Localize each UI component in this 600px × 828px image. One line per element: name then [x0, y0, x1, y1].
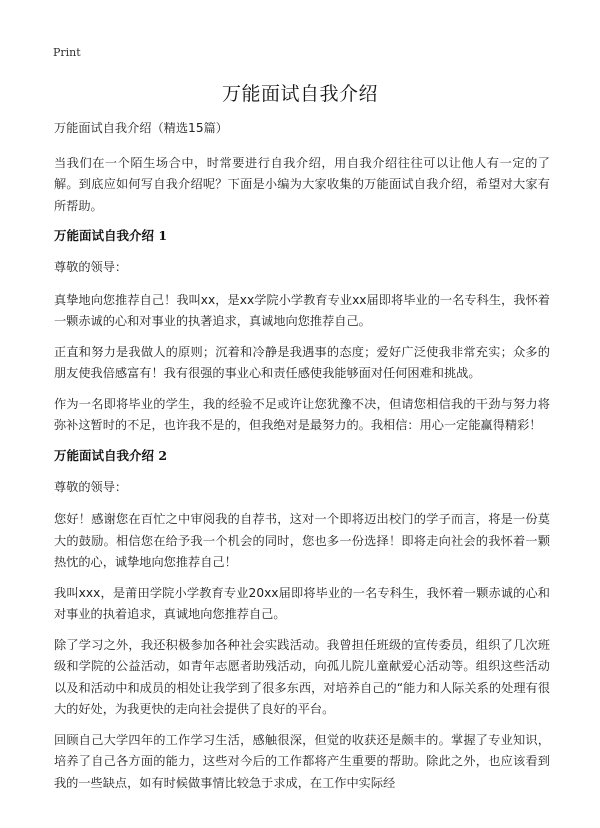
print-link[interactable]: Print: [53, 46, 81, 59]
body-paragraph: 正直和努力是我做人的原则；沉着和冷静是我遇事的态度；爱好广泛使我非常充实；众多的朋友使我倍感富有！我有很强的事业心和责任感使我能够面对任何困难和挑战。: [54, 344, 550, 380]
section-heading: 万能面试自我介绍 2: [54, 447, 168, 463]
body-paragraph: 回顾自己大学四年的工作学习生活，感触很深，但觉的收获还是颇丰的。掌握了专业知识，培养了自己各方面的能力，这些对今后的工作都将产生重要的帮助。除此之外，也应该看到我的一些缺点，如有时候做事情比较急于求成，在工作中实际经: [54, 732, 550, 790]
intro-paragraph: 当我们在一个陌生场合中，时常要进行自我介绍，用自我介绍往往可以让他人有一定的了解。到底应如何写自我介绍呢？下面是小编为大家收集的万能面试自我介绍，希望对大家有所帮助。: [54, 155, 550, 213]
article-subtitle: 万能面试自我介绍（精选15篇）: [54, 121, 228, 135]
body-paragraph: 作为一名即将毕业的学生，我的经验不足或许让您犹豫不决，但请您相信我的干劲与努力将弥补这暂时的不足，也许我不是的，但我绝对是最努力的。我相信：用心一定能赢得精彩！: [54, 396, 550, 432]
salutation: 尊敬的领导：: [54, 260, 128, 274]
section-heading: 万能面试自我介绍 1: [54, 228, 168, 243]
body-paragraph: 我叫xxx，是莆田学院小学教育专业20xx届即将毕业的一名专科生，我怀着一颗赤诚的心和对事业的执着追求，真诚地向您推荐自己。: [54, 585, 550, 621]
salutation: 尊敬的领导：: [54, 479, 128, 494]
body-paragraph: 除了学习之外，我还积极参加各种社会实践活动。我曾担任班级的宣传委员，组织了几次班级和学院的公益活动，如青年志愿者助残活动，向孤儿院儿童献爱心活动等。组织这些活动以及和活动中和成员的相处让我学到了很多东西，对培养自己的“能力和人际关系的处理有很大的好处，为我更快的走向社会提供了良好的平台。: [54, 637, 550, 716]
body-paragraph: 您好！感谢您在百忙之中审阅我的自荐书，这对一个即将迈出校门的学子而言，将是一份莫大的鼓励。相信您在给予我一个机会的同时，您也多一份选择！即将走向社会的我怀着一颗热忱的心，诚挚地向您推荐自己！: [54, 512, 550, 569]
body-paragraph: 真挚地向您推荐自己！我叫xx，是xx学院小学教育专业xx届即将毕业的一名专科生，我怀着一颗赤诚的心和对事业的执著追求，真诚地向您推荐自己。: [54, 292, 550, 328]
page-title: 万能面试自我介绍: [221, 83, 378, 105]
article-body: [54, 118, 550, 803]
